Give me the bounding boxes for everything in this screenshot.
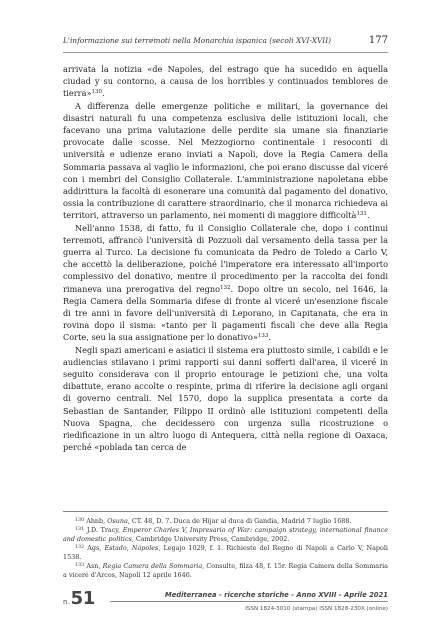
footnote-number: 132 [75, 545, 85, 550]
issn: ISSN 1824-3010 (stampa) ISSN 1828-230X (online) [245, 606, 388, 612]
footnote-text: Emperor Charles V, Impresario of War: campaign strategy, international finance and domestic politics [63, 526, 388, 543]
running-head [63, 35, 388, 46]
paragraph: Nell'anno 1538, di fatto, fu il Consiglio Collaterale che, dopo i continui terremoti, affrancò l'università di Pozzuoli dal versamento della tassa per la guerra al Turco. La decisione fu comunicata da Pedro de Toledo a Carlo V, che accettò la deliberazione, poiché l'imperatore era interessato all'importo complessivo del donativo, mentre il procedimento per la raccolta dei fondi rimaneva una prerogativa del regno$^{132}$. Dopo oltre un secolo, nel 1646, la Regia Camera della Sommaria difese di fronte al viceré un'esenzione fiscale di tre anni in favore dell'università di Leporano, in Capitanata, che era in rovina dopo il sisma: «tanto per li pagamenti fiscali che deve alla Regia Corte, seu la sua assignatione per lo donativo»$^{133}$. [63, 222, 388, 343]
footnote-text: Ags, [87, 544, 105, 552]
footnotes [63, 517, 388, 580]
footnote [63, 562, 388, 580]
footnote-number: 133 [75, 563, 85, 568]
folio-number: 51 [70, 588, 95, 609]
paragraph: Negli spazi americani e asiatici il sistema era piuttosto simile, i cabildi e le audiencias stilavano i primi rapporti sui danni sofferti dall'area, il viceré in seguito considerava con il proprio entourage le petizioni che, una volta dibattute, erano accolte o respinte, prima di riferire la decisione agli organi di governo centrali. Nel 1570, dopo la supplica presentata a corte da Sebastian de Santander, Filippo II ordinò alle istituzioni competenti della Nuova Spagna, che decidessero con urgenza sulla ricostruzione o riedificazione in un altro luogo di Antequera, città nella regione di Oaxaca, perché «poblada tan cerca de [63, 344, 388, 453]
footnote-ref[interactable]: 133 [257, 333, 269, 340]
footnote-text: , Consulte, filza 48, f. 15r. Regia Camera della Sommaria a viceré d'Arcos, Napoli 12 aprile 1646. [63, 562, 388, 579]
footnote-text: J.D. Tracy, [86, 526, 123, 534]
footnote [63, 517, 388, 526]
footnote-text: , Cambridge University Press, Cambridge, 2002. [131, 535, 290, 543]
footnote-number: 131 [75, 527, 85, 532]
footnote [63, 526, 388, 544]
running-title: L'informazione sui terremoti nella Monarchia ispanica (secoli XVI-XVII) [63, 36, 332, 45]
footnote-text: Estado, Nápoles [104, 544, 159, 552]
paragraph: A differenza delle emergenze politiche e militari, la governance dei disastri naturali fu una competenza esclusiva delle istituzioni locali, che facevano una prima valutazione delle perdite sia umane sia finanziarie provocate dalle scosse. Nel Mezzogiorno continentale i resoconti di università e udienze erano inviati a Napoli, dove la Regia Camera della Sommaria passava al vaglio le informazioni, che poi erano discusse dal viceré con i membri del Consiglio Collaterale. L'amministrazione napoletana ebbe addirittura la facoltà di esonerare una comunità dal pagamento del donativo, ossia la contribuzione di carattere straordinario, che il monarca richiedeva ai territori, attraverso un parlamento, nei momenti di maggiore difficoltà$^{131}$. [63, 100, 388, 221]
page-number: 177 [368, 35, 388, 46]
main-text [63, 63, 388, 454]
footnote-text: Osuna [107, 517, 128, 525]
footnote [63, 544, 388, 562]
footer-rule [110, 601, 388, 602]
footnote-ref[interactable]: 132 [220, 284, 231, 291]
footnote-ref[interactable]: 130 [91, 89, 102, 96]
header-rule [63, 52, 388, 53]
footnote-ref[interactable]: 131 [356, 211, 367, 218]
folio-prefix: n. [63, 598, 71, 606]
folio [63, 588, 95, 609]
journal-title: Mediterranea - ricerche storiche - Anno XVIII - Aprile 2021 [164, 591, 388, 599]
footnote-text: Ahnb, [86, 517, 108, 525]
paragraph: arrivata la notizia «de Napoles, del estrago que ha sucedido en aquella ciudad y su contorno, a causa de los horribles y continuados temblores de tierra»$^{130}$. [63, 64, 388, 99]
footnote-text: , CT. 48, D. 7. Duca de Hijar al duca di Gandia, Madrid 7 luglio 1688. [127, 517, 352, 525]
footnote-number: 130 [75, 518, 85, 523]
footnote-text: Regia Camera della Sommaria [102, 562, 203, 570]
footnote-text: , Legajo 1029, f. 1. Richieste del Regno di Napoli a Carlo V, Napoli 1538. [63, 544, 388, 561]
footnote-text: Asn, [86, 562, 103, 570]
footnote-rule [63, 511, 388, 512]
